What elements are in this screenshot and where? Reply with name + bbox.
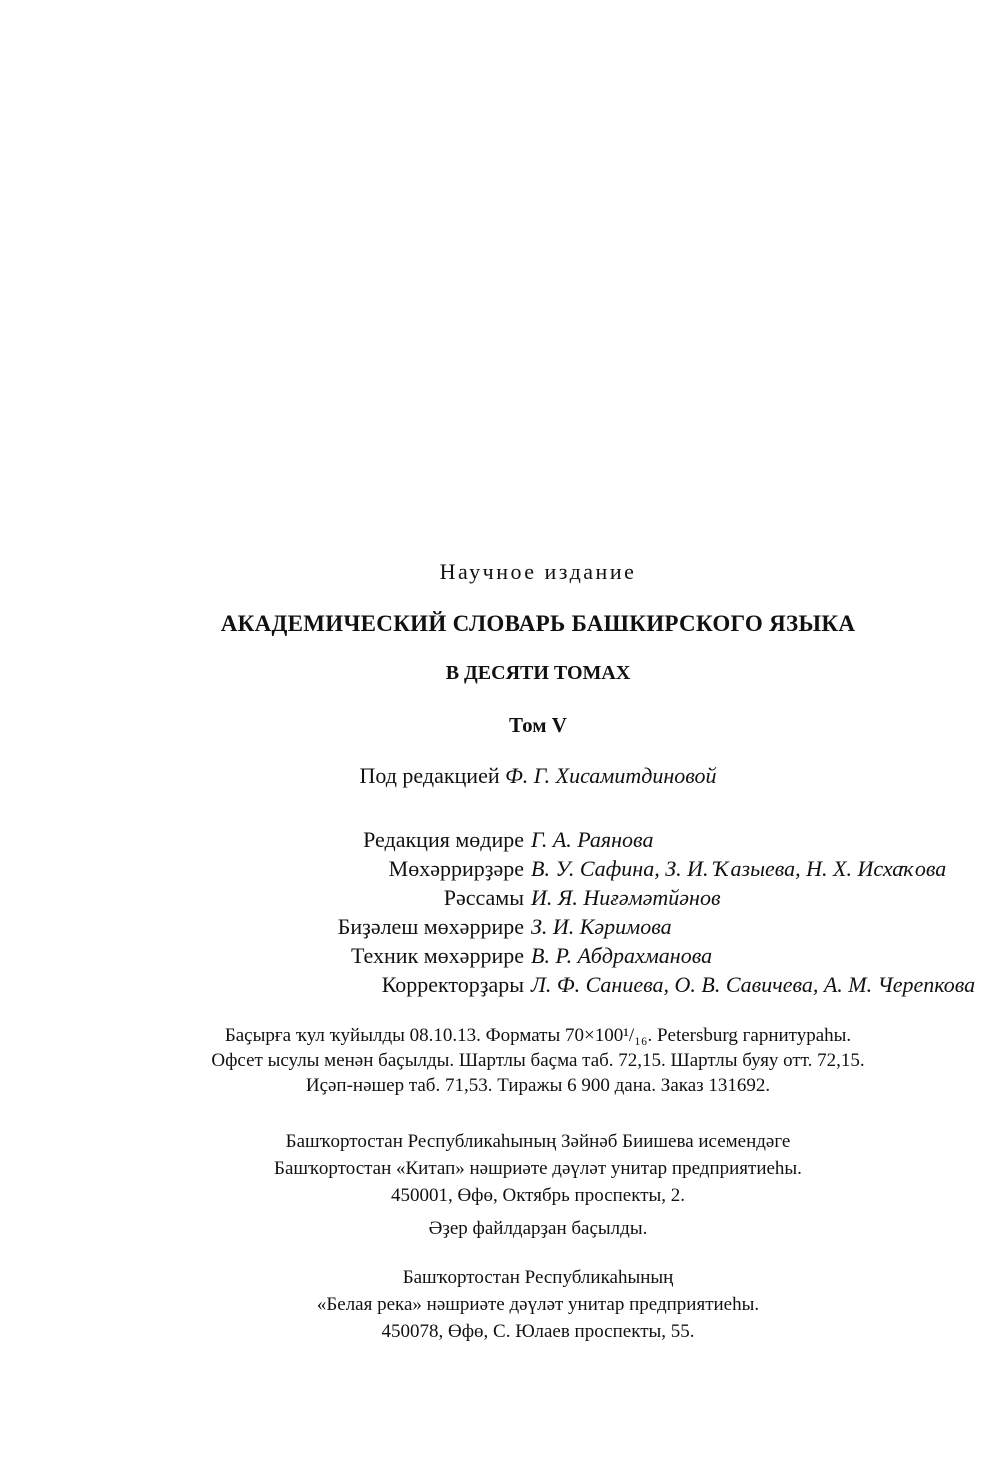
printer-line: Башҡортостан Республикаһының xyxy=(402,1267,674,1288)
staff-names: В. Р. Абдрахманова xyxy=(531,943,713,968)
publisher-line: Башҡортостан Республикаһының Зәйнәб Биишева исемендәге xyxy=(285,1131,791,1152)
staff-names: В. У. Сафина, З. И. Ҡазыева, Н. Х. Исхаҡова xyxy=(531,856,947,881)
imprint-line: Баҫырға ҡул ҡуйылды 08.10.13. Форматы 70×100¹/₁₆. Petersburg гарнитураһы. xyxy=(224,1025,852,1046)
staff-role: Корректорҙары xyxy=(381,972,524,997)
staff-row xyxy=(0,883,1000,912)
staff-role: Биҙәлеш мөхәррире xyxy=(337,914,524,939)
staff-names: З. И. Кәримова xyxy=(531,914,672,939)
volume-number: Том V xyxy=(509,713,567,737)
publisher-line: 450001, Өфө, Октябрь проспекты, 2. xyxy=(390,1185,686,1206)
book-title: АКАДЕМИЧЕСКИЙ СЛОВАРЬ БАШКИРСКОГО ЯЗЫКА xyxy=(220,611,856,636)
staff-role: Техник мөхәррире xyxy=(350,943,524,968)
staff-row xyxy=(0,912,1000,941)
staff-row xyxy=(0,854,1000,883)
printer-block xyxy=(38,1264,1000,1345)
staff-row xyxy=(0,970,1000,999)
staff-row xyxy=(0,941,1000,970)
staff-names: Г. А. Раянова xyxy=(531,827,654,852)
print-imprint xyxy=(38,1023,1000,1098)
staff-list xyxy=(0,825,1000,999)
book-subtitle: В ДЕСЯТИ ТОМАХ xyxy=(445,662,631,684)
editor-name: Ф. Г. Хисамитдиновой xyxy=(505,763,717,788)
staff-names: И. Я. Ниғәмәтйәнов xyxy=(531,885,721,910)
staff-role: Редакция мөдире xyxy=(363,827,524,852)
publisher-block xyxy=(38,1128,1000,1209)
staff-names: Л. Ф. Саниева, О. В. Савичева, А. М. Черепкова xyxy=(531,972,976,997)
printer-line: 450078, Өфө, С. Юлаев проспекты, 55. xyxy=(381,1321,695,1342)
staff-role: Рәссамы xyxy=(443,885,524,910)
print-note: Әҙер файлдарҙан баҫылды. xyxy=(428,1218,648,1239)
staff-role: Мөхәррирҙәре xyxy=(388,856,524,881)
imprint-line: Офсет ысулы менән баҫылды. Шартлы баҫма таб. 72,15. Шартлы буяу отт. 72,15. xyxy=(211,1050,865,1071)
edition-type-label: Научное издание xyxy=(439,559,637,584)
printer-line: «Белая река» нәшриәте дәүләт унитар предприятиеһы. xyxy=(316,1294,760,1315)
imprint-line: Иҫәп-нәшер таб. 71,53. Тиражы 6 900 дана. Заказ 131692. xyxy=(305,1075,771,1096)
editor-line xyxy=(38,763,1000,789)
publisher-line: Башҡортостан «Китап» нәшриәте дәүләт унитар предприятиеһы. xyxy=(274,1158,802,1179)
staff-row xyxy=(0,825,1000,854)
editor-prefix: Под редакцией xyxy=(359,763,500,788)
